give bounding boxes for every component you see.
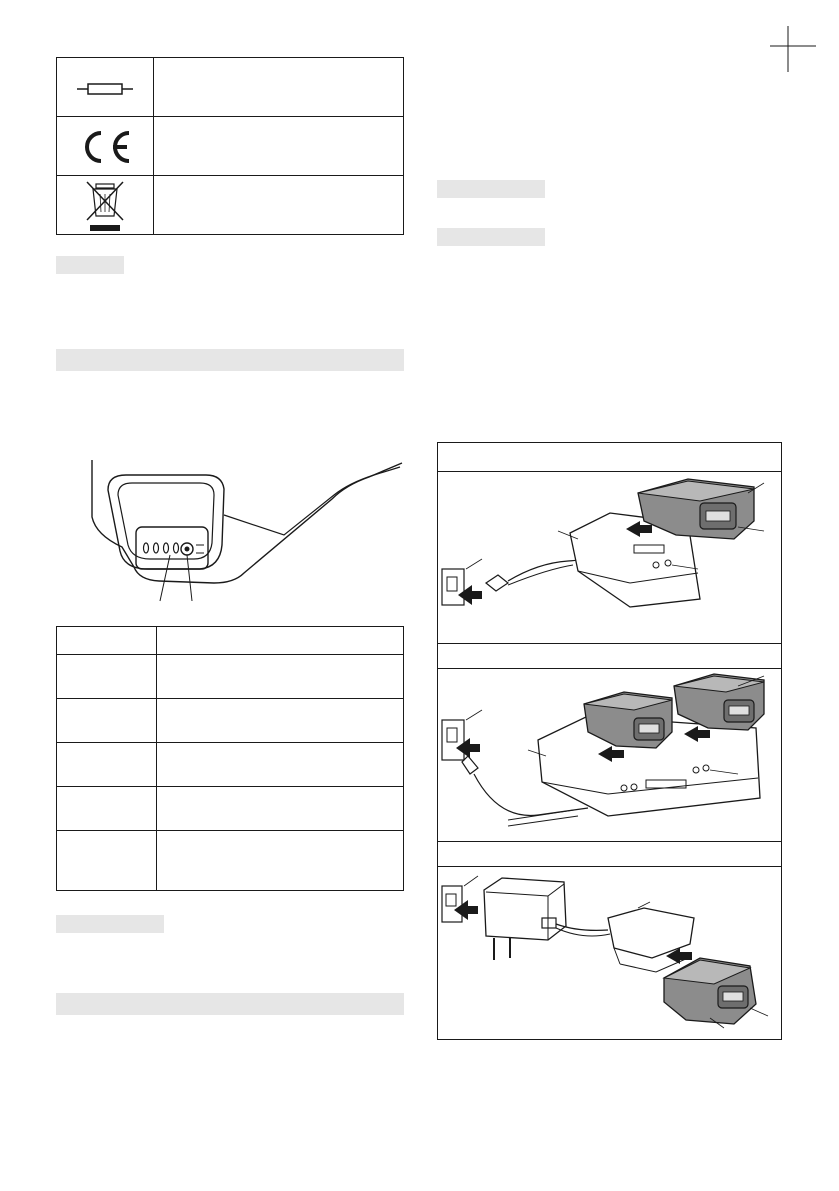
single-charger-illustration bbox=[438, 473, 781, 643]
led-row-4-col2 bbox=[157, 787, 404, 831]
table-row bbox=[57, 655, 404, 699]
section-heading-2 bbox=[56, 349, 404, 371]
divider bbox=[438, 668, 781, 669]
right-heading-1 bbox=[437, 180, 545, 198]
divider bbox=[438, 866, 781, 867]
led-row-2-col1 bbox=[57, 699, 157, 743]
symbol-text-fuse bbox=[154, 58, 404, 117]
crop-mark-icon bbox=[770, 26, 816, 72]
adapter-charger-illustration bbox=[438, 868, 781, 1038]
led-row-3-col1 bbox=[57, 743, 157, 787]
charging-figure-frame bbox=[437, 442, 782, 1040]
symbol-text-ce bbox=[154, 117, 404, 176]
dual-charger-illustration bbox=[438, 670, 781, 840]
table-row bbox=[57, 787, 404, 831]
section-heading-4 bbox=[56, 993, 404, 1015]
section-heading-1 bbox=[56, 256, 124, 274]
led-row-5-col1 bbox=[57, 831, 157, 891]
divider bbox=[438, 643, 781, 644]
battery-pack-led-illustration bbox=[84, 455, 406, 603]
crossed-bin-icon bbox=[57, 176, 154, 235]
table-row bbox=[57, 831, 404, 891]
table-row bbox=[57, 699, 404, 743]
symbol-table bbox=[56, 57, 404, 235]
fuse-icon bbox=[57, 58, 154, 117]
divider bbox=[438, 471, 781, 472]
led-row-4-col1 bbox=[57, 787, 157, 831]
led-header-col1 bbox=[57, 627, 157, 655]
right-heading-2 bbox=[437, 228, 545, 246]
symbol-row-ce bbox=[57, 117, 404, 176]
symbol-row-weee bbox=[57, 176, 404, 235]
led-row-2-col2 bbox=[157, 699, 404, 743]
led-status-table bbox=[56, 626, 404, 891]
symbol-row-fuse bbox=[57, 58, 404, 117]
led-row-1-col2 bbox=[157, 655, 404, 699]
divider bbox=[438, 841, 781, 842]
led-table-header bbox=[57, 627, 404, 655]
led-row-1-col1 bbox=[57, 655, 157, 699]
led-row-3-col2 bbox=[157, 743, 404, 787]
ce-mark-icon bbox=[57, 117, 154, 176]
symbol-text-weee bbox=[154, 176, 404, 235]
table-row bbox=[57, 743, 404, 787]
led-header-col2 bbox=[157, 627, 404, 655]
section-heading-3 bbox=[56, 915, 164, 933]
led-row-5-col2 bbox=[157, 831, 404, 891]
